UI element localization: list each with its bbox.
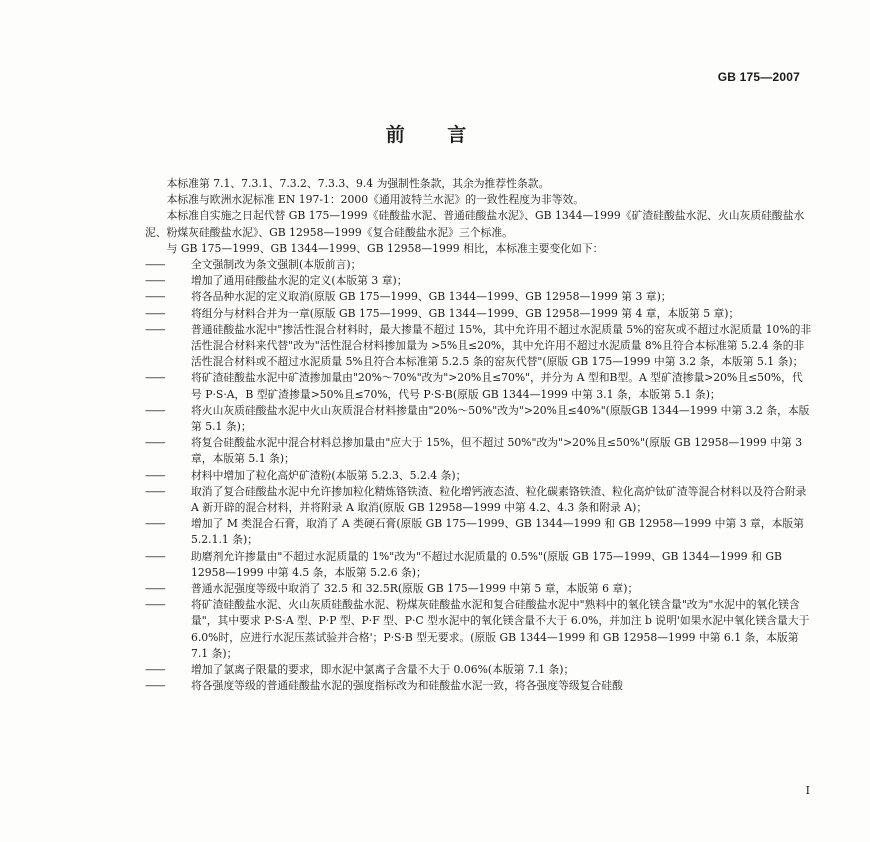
list-item (145, 549, 812, 581)
list-item-text: 取消了复合硅酸盐水泥中允许掺加粒化精炼铬铁渣、粒化增钙液态渣、粒化碳素铬铁渣、粒化高炉钛矿渣等混合材料以及符合附录 A 新开辟的混合材料，并将附录 A 取消(原版 GB 12958—1999 中第 4.2、4.3 条和附录 A)； (191, 484, 807, 515)
list-dash: —— (145, 436, 165, 450)
list-item-text: 全文强制改为条文强制(本版前言)； (191, 258, 362, 272)
list-item-text: 普通硅酸盐水泥中"掺活性混合材料时，最大掺量不超过 15%，其中允许用不超过水泥质量 5%的窑灰或不超过水泥质量 10%的非活性混合材料来代替"改为"活性混合材料掺加量为 >5%且≤20%，其中允许用不超过水泥质量 8%且符合本标准第 5.2.4 条的非活性混合材料或不超过水泥质量 5%且符合本标准第 5.2.5 条的窑灰代替"(原版 GB 175—1999 中第 3.2 条，本版第 5.1 条)； (191, 322, 812, 369)
list-item (145, 597, 812, 662)
list-item-text: 将火山灰质硅酸盐水泥中火山灰质混合材料掺量由"20%～50%"改为">20%且≤40%"(原版GB 1344—1999 中第 3.2 条，本版第 5.1 条)； (191, 403, 810, 434)
list-dash: —— (145, 582, 165, 596)
list-dash: —— (145, 598, 165, 612)
list-dash: —— (145, 403, 165, 417)
list-dash: —— (145, 679, 165, 693)
list-dash: —— (145, 274, 165, 288)
page-title: 前 言 (385, 124, 485, 146)
list-item (145, 289, 812, 305)
list-dash: —— (145, 468, 165, 482)
list-dash: —— (145, 322, 165, 336)
list-dash: —— (145, 290, 165, 304)
paragraph: 本标准第 7.1、7.3.1、7.3.2、7.3.3、9.4 为强制性条款，其余为推荐性条款。 (166, 177, 550, 190)
list-item (145, 435, 812, 467)
list-dash: —— (145, 663, 165, 677)
paragraph: 与 GB 175—1999、GB 1344—1999、GB 12958—1999 相比，本标准主要变化如下： (166, 241, 604, 255)
list-item-text: 材料中增加了粒化高炉矿渣粉(本版第 5.2.3、5.2.4 条)； (191, 468, 467, 482)
list-item-text: 将各强度等级的普通硅酸盐水泥的强度指标改为和硅酸盐水泥一致，将各强度等级复合硅酸 (191, 679, 623, 693)
list-item-text: 增加了氯离子限量的要求，即水泥中氯离子含量不大于 0.06%(本版第 7.1 条)； (191, 663, 575, 677)
list-item (145, 662, 812, 678)
list-item-text: 增加了通用硅酸盐水泥的定义(本版第 3 章)； (191, 274, 408, 288)
list-item (145, 257, 812, 273)
list-item (145, 306, 812, 322)
list-item (145, 678, 812, 694)
list-dash: —— (145, 306, 165, 320)
list-item-text: 增加了 M 类混合石膏，取消了 A 类硬石膏(原版 GB 175—1999、GB 1344—1999 和 GB 12958—1999 中第 3 章，本版第 5.2.1.1 条)； (191, 517, 804, 547)
list-dash: —— (145, 258, 165, 272)
list-item-text: 将矿渣硅酸盐水泥中矿渣掺加量由"20%～70%"改为">20%且≤70%"，并分为 A 型和B型。A 型矿渣掺量>20%且≤50%，代号 P·S·A，B 型矿渣掺量>50%且≤70%，代号 P·S·B(原版 GB 1344—1999 中第 3.1 条，本版第 5.1 条)； (191, 371, 803, 401)
list-item (145, 468, 812, 484)
list-dash: —— (145, 484, 165, 498)
list-item-text: 将矿渣硅酸盐水泥、火山灰质硅酸盐水泥、粉煤灰硅酸盐水泥和复合硅酸盐水泥中"熟料中的氧化镁含量"改为"水泥中的氧化镁含量"，其中要求 P·S·A 型、P·P 型、P·F 型、P·C 型水泥中的氧化镁含量不大于 6.0%，并加注 b 说明'如果水泥中氧化镁含量大于 6.0%时，应进行水泥压蒸试验并合格'；P·S·B 型无要求。(原版 GB 1344—1999 和 GB 12958—1999 中第 6.1 条，本版第 7.1 条)； (191, 598, 810, 660)
list-dash: —— (145, 517, 165, 531)
list-item (145, 484, 812, 516)
standard-number: GB 175—2007 (717, 70, 800, 84)
list-item (145, 403, 812, 435)
list-item (145, 370, 812, 402)
list-item-text: 将复合硅酸盐水泥中混合材料总掺加量由"应大于 15%，但不超过 50%"改为">20%且≤50%"(原版 GB 12958—1999 中第 3 章，本版第 5.1 条)； (191, 436, 803, 466)
list-item-text: 将组分与材料合并为一章(原版 GB 175—1999、GB 1344—1999、GB 12958—1999 第 4 章，本版第 5 章)； (191, 306, 740, 320)
list-item (145, 581, 812, 597)
page-number: I (805, 784, 810, 797)
document-body (145, 176, 812, 695)
list-item (145, 273, 812, 289)
list-dash: —— (145, 549, 165, 563)
list-item-text: 普通水泥强度等级中取消了 32.5 和 32.5R(原版 GB 175—1999 中第 5 章，本版第 6 章)； (191, 582, 639, 596)
list-dash: —— (145, 371, 165, 385)
list-item (145, 322, 812, 371)
list-item-text: 将各品种水泥的定义取消(原版 GB 175—1999、GB 1344—1999、GB 12958—1999 第 3 章)； (191, 290, 672, 304)
paragraph: 本标准与欧洲水泥标准 EN 197-1：2000《通用波特兰水泥》的一致性程度为非等效。 (166, 193, 585, 207)
paragraph: 本标准自实施之日起代替 GB 175—1999《硅酸盐水泥、普通硅酸盐水泥》、GB 1344—1999《矿渣硅酸盐水泥、火山灰质硅酸盐水泥、粉煤灰硅酸盐水泥》、GB 12958—1999《复合硅酸盐水泥》三个标准。 (145, 209, 805, 239)
list-item (145, 516, 812, 548)
changes-list (145, 257, 812, 694)
list-item-text: 助磨剂允许掺量由"不超过水泥质量的 1%"改为"不超过水泥质量的 0.5%"(原版 GB 175—1999、GB 1344—1999 和 GB 12958—1999 中第 4.5 条，本版第 5.2.6 条)； (191, 549, 782, 579)
